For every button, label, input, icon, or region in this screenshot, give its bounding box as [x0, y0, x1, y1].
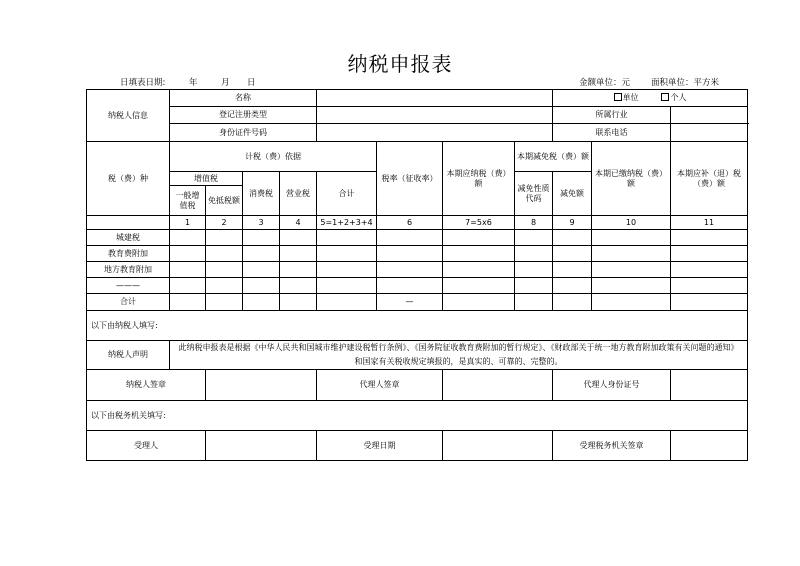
registration-type-field[interactable] [317, 107, 553, 124]
agent-id-label: 代理人身份证号 [553, 370, 671, 401]
taxpayer-info-label: 纳税人信息 [87, 90, 170, 142]
column-number: 5=1+2+3+4 [317, 216, 377, 230]
unit-checkbox[interactable] [614, 93, 622, 101]
registration-type-label: 登记注册类型 [170, 107, 317, 124]
table-cell[interactable] [515, 294, 553, 311]
table-cell[interactable] [553, 278, 592, 294]
table-cell[interactable] [243, 294, 280, 311]
table-cell[interactable] [443, 294, 515, 311]
area-unit: 面积单位：平方米 [651, 78, 720, 88]
table-cell[interactable] [592, 262, 671, 278]
table-cell[interactable] [377, 262, 443, 278]
table-cell[interactable] [280, 246, 317, 262]
office-seal-label: 受理税务机关签章 [553, 431, 671, 461]
table-cell[interactable] [317, 278, 377, 294]
table-row [87, 278, 748, 294]
table-cell[interactable] [170, 230, 206, 246]
table-cell[interactable] [443, 278, 515, 294]
individual-checkbox[interactable] [661, 93, 669, 101]
table-cell[interactable] [592, 230, 671, 246]
table-cell[interactable] [515, 262, 553, 278]
fill-date-day: 日 [247, 78, 256, 88]
total-rate-mark: — [377, 294, 443, 311]
table-cell[interactable] [170, 278, 206, 294]
table-cell[interactable] [553, 262, 592, 278]
industry-label: 所属行业 [553, 107, 671, 124]
fill-date-label: 日填表日期: [120, 78, 166, 88]
table-cell[interactable] [206, 278, 243, 294]
table-cell[interactable] [515, 246, 553, 262]
table-cell[interactable] [377, 230, 443, 246]
form-title: 纳税申报表 [347, 52, 453, 76]
tax-row-label: 地方教育附加 [87, 262, 170, 278]
table-cell[interactable] [671, 262, 748, 278]
table-cell[interactable] [515, 278, 553, 294]
taxpayer-section-heading: 以下由纳税人填写: [87, 311, 748, 341]
basis-header: 计税（费）依据 [170, 142, 377, 172]
tax-row-label: 教育费附加 [87, 246, 170, 262]
column-number: 7=5x6 [443, 216, 515, 230]
tax-type-header: 税（费）种 [87, 142, 170, 216]
receive-date-label: 受理日期 [317, 431, 443, 461]
paid-header: 本期已缴纳税（费）额 [592, 142, 671, 216]
relief-header: 本期减免税（费）额 [515, 142, 592, 172]
phone-label: 联系电话 [553, 124, 671, 142]
table-cell[interactable] [515, 230, 553, 246]
agent-signature-label: 代理人签章 [317, 370, 443, 401]
agent-id-field[interactable] [671, 370, 748, 401]
taxpayer-signature-label: 纳税人签章 [87, 370, 206, 401]
column-number: 1 [170, 216, 206, 230]
table-cell[interactable] [243, 262, 280, 278]
table-cell[interactable] [280, 278, 317, 294]
table-cell[interactable] [170, 246, 206, 262]
column-number: 2 [206, 216, 243, 230]
table-cell[interactable] [671, 246, 748, 262]
phone-field[interactable] [671, 124, 748, 142]
name-field[interactable] [317, 90, 553, 107]
number-row-blank [87, 216, 170, 230]
consumption-tax-header: 消费税 [243, 172, 280, 216]
table-cell[interactable] [280, 262, 317, 278]
table-row [87, 246, 748, 262]
payable-header: 本期应纳税（费）额 [443, 142, 515, 216]
column-number: 6 [377, 216, 443, 230]
tax-row-label: ——— [87, 278, 170, 294]
table-cell[interactable] [377, 246, 443, 262]
table-cell[interactable] [443, 246, 515, 262]
name-label: 名称 [170, 90, 317, 107]
table-row [87, 262, 748, 278]
tax-return-table [86, 89, 748, 461]
tax-office-section-heading: 以下由税务机关填写: [87, 401, 748, 431]
total-row [87, 294, 748, 311]
receiver-field[interactable] [206, 431, 317, 461]
table-cell[interactable] [206, 262, 243, 278]
column-number: 10 [592, 216, 671, 230]
office-seal-field[interactable] [671, 431, 748, 461]
table-cell[interactable] [553, 246, 592, 262]
table-cell[interactable] [671, 278, 748, 294]
table-cell[interactable] [592, 294, 671, 311]
individual-option[interactable]: 个人 [661, 93, 686, 102]
table-cell[interactable] [553, 294, 592, 311]
rate-header: 税率（征收率） [377, 142, 443, 216]
vat-header: 增值税 [170, 172, 243, 186]
relief-amount-header: 减免额 [553, 172, 592, 216]
refund-header: 本期应补（退）税（费）额 [671, 142, 748, 216]
column-number: 8 [515, 216, 553, 230]
unit-option[interactable]: 单位 [614, 93, 639, 102]
receiver-label: 受理人 [87, 431, 206, 461]
table-cell[interactable] [243, 278, 280, 294]
business-tax-header: 营业税 [280, 172, 317, 216]
table-cell[interactable] [671, 294, 748, 311]
table-cell[interactable] [377, 278, 443, 294]
table-cell[interactable] [243, 230, 280, 246]
exempt-vat-header: 免抵税额 [206, 186, 243, 216]
table-cell[interactable] [443, 262, 515, 278]
table-cell[interactable] [317, 294, 377, 311]
tax-row-label: 城建税 [87, 230, 170, 246]
table-cell[interactable] [592, 246, 671, 262]
column-number: 4 [280, 216, 317, 230]
table-cell[interactable] [317, 246, 377, 262]
table-cell[interactable] [592, 278, 671, 294]
declaration-text: 此纳税申报表是根据《中华人民共和国城市维护建设税暂行条例》、《国务院征收教育费附加的暂行规定》、《财政部关于统一地方教育附加政策有关问题的通知》和国家有关税收规定填报的，是真实的、可靠的、完整的。 [170, 341, 748, 370]
industry-field[interactable] [671, 107, 748, 124]
table-cell[interactable] [280, 294, 317, 311]
taxpayer-signature-field[interactable] [206, 370, 317, 401]
receive-date-field[interactable] [443, 431, 553, 461]
table-cell[interactable] [317, 262, 377, 278]
table-cell[interactable] [671, 230, 748, 246]
agent-signature-field[interactable] [443, 370, 553, 401]
fill-date-year: 年 [189, 78, 198, 88]
table-cell[interactable] [170, 294, 206, 311]
table-cell[interactable] [206, 294, 243, 311]
table-cell[interactable] [317, 230, 377, 246]
subtotal-header: 合计 [317, 172, 377, 216]
id-number-label: 身份证件号码 [170, 124, 317, 142]
amount-unit: 金额单位：元 [579, 78, 631, 88]
total-label: 合计 [87, 294, 170, 311]
id-number-field[interactable] [317, 124, 553, 142]
relief-nature-header: 减免性质代码 [515, 172, 553, 216]
table-cell[interactable] [443, 230, 515, 246]
column-number: 3 [243, 216, 280, 230]
taxpayer-type-options [553, 90, 748, 107]
column-number: 11 [671, 216, 748, 230]
general-vat-header: 一般增值税 [170, 186, 206, 216]
table-cell[interactable] [280, 230, 317, 246]
table-cell[interactable] [206, 230, 243, 246]
table-cell[interactable] [206, 246, 243, 262]
table-cell[interactable] [243, 246, 280, 262]
table-row [87, 230, 748, 246]
fill-date-month: 月 [221, 78, 230, 88]
table-cell[interactable] [170, 262, 206, 278]
column-number: 9 [553, 216, 592, 230]
declaration-label: 纳税人声明 [87, 341, 170, 370]
table-cell[interactable] [553, 230, 592, 246]
